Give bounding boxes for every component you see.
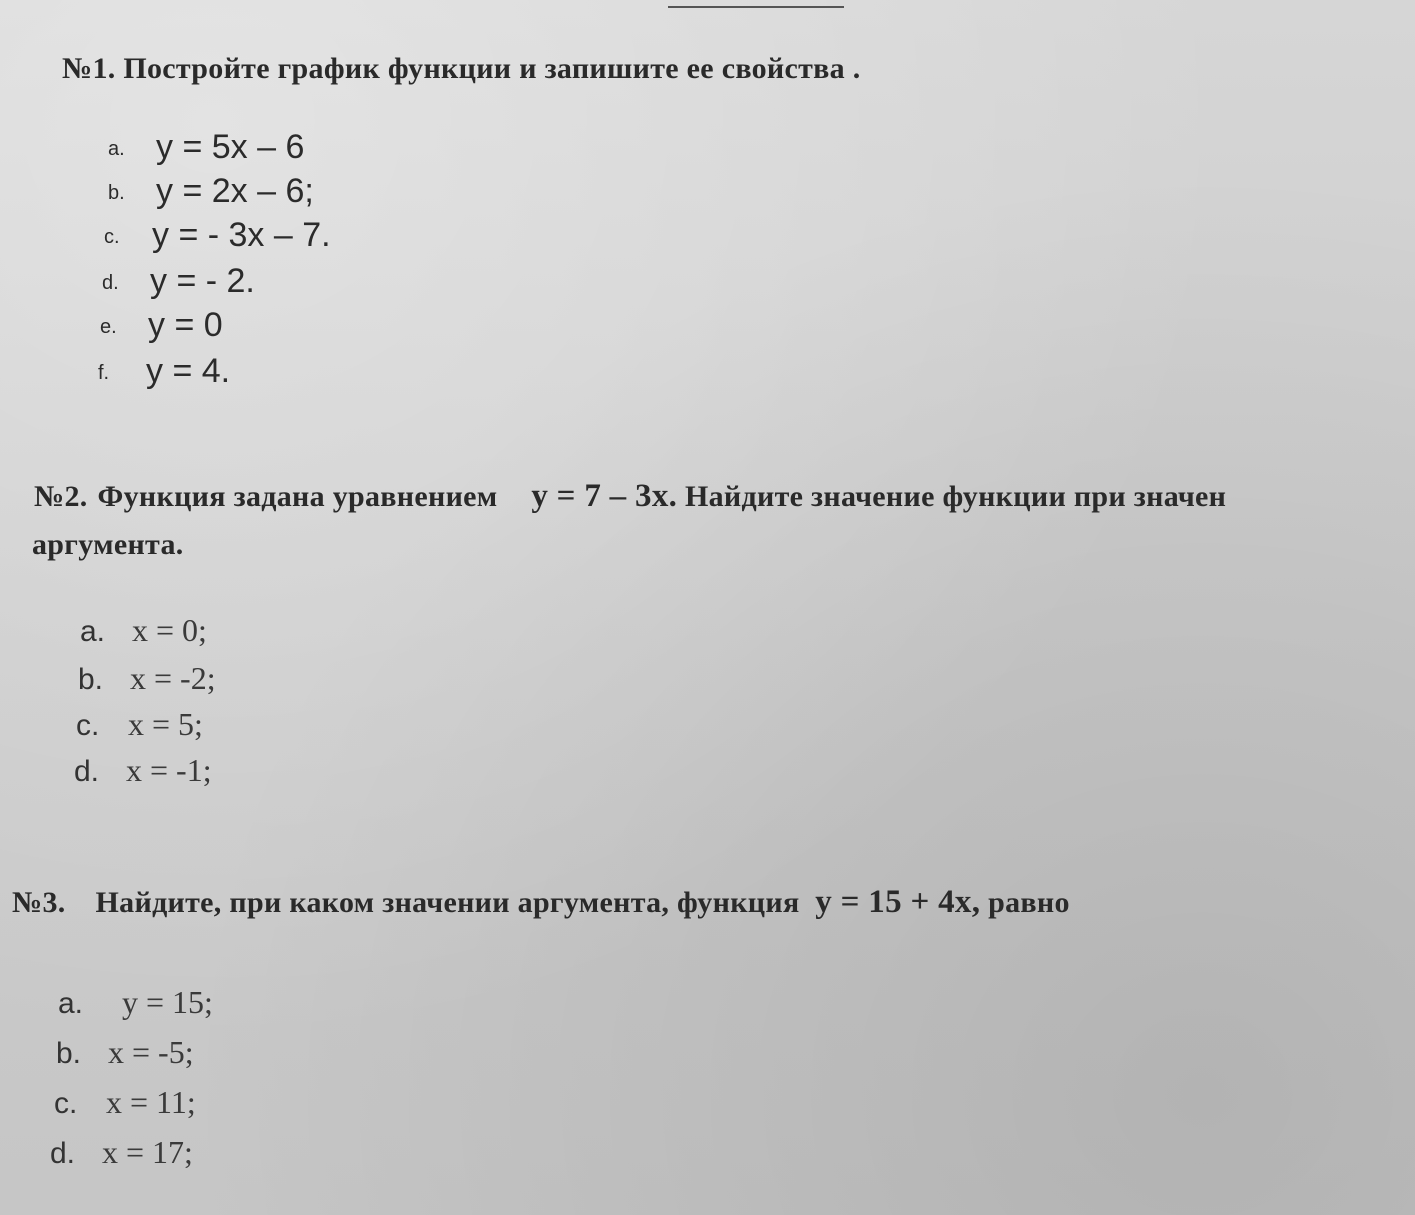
item-letter: d.	[102, 272, 119, 294]
task2-heading-after: Найдите значение функции при значен	[685, 480, 1227, 513]
item-letter: a.	[58, 987, 84, 1020]
item-letter: c.	[76, 709, 100, 742]
item-letter: f.	[98, 362, 110, 384]
item-letter: b.	[78, 663, 104, 696]
list-item	[108, 128, 304, 167]
list-item	[58, 984, 213, 1021]
task2-heading	[34, 478, 1226, 515]
item-letter: b.	[56, 1037, 82, 1070]
item-letter: d.	[74, 755, 100, 788]
item-equation: x = -1;	[126, 752, 212, 788]
list-item	[104, 216, 331, 255]
item-letter: a.	[80, 615, 106, 648]
item-equation: y = 0	[148, 306, 223, 344]
item-equation: y = 5x – 6	[156, 128, 305, 166]
task2-heading-before: Функция задана уравнением	[97, 480, 498, 513]
item-letter: c.	[104, 226, 120, 248]
task3-function: y = 15 + 4x,	[815, 884, 981, 920]
task3-heading-after: равно	[988, 886, 1070, 919]
top-rule	[668, 0, 844, 8]
item-letter: c.	[54, 1087, 78, 1120]
list-item	[100, 306, 223, 345]
list-item	[56, 1034, 194, 1071]
task3-heading-before: Найдите, при каком значении аргумента, функция	[95, 886, 800, 919]
list-item	[76, 706, 203, 743]
item-equation: x = 5;	[128, 706, 203, 742]
list-item	[74, 752, 212, 789]
item-equation: x = 11;	[106, 1084, 196, 1120]
item-letter: d.	[50, 1137, 76, 1170]
item-equation: y = - 2.	[150, 262, 255, 300]
list-item	[78, 660, 216, 697]
list-item	[50, 1134, 193, 1171]
list-item	[80, 612, 207, 649]
item-equation: y = 2x – 6;	[156, 172, 314, 210]
item-equation: x = 0;	[132, 612, 207, 648]
list-item	[102, 262, 255, 301]
list-item	[108, 172, 314, 211]
item-equation: x = 17;	[102, 1134, 193, 1170]
task2-function: y = 7 – 3x.	[531, 478, 678, 514]
item-equation: y = 4.	[146, 352, 231, 390]
item-letter: b.	[108, 182, 125, 204]
task1-heading: №1. Постройте график функции и запишите ее свойства .	[62, 52, 861, 85]
list-item	[98, 352, 230, 391]
list-item	[54, 1084, 196, 1121]
item-equation: y = - 3x – 7.	[152, 216, 331, 254]
task3-heading	[12, 884, 1070, 921]
task2-heading-line2: аргумента.	[32, 528, 184, 561]
item-equation: x = -2;	[130, 660, 216, 696]
item-letter: a.	[108, 138, 125, 160]
item-letter: e.	[100, 316, 117, 338]
item-equation: y = 15;	[122, 984, 213, 1020]
task3-number: №3.	[12, 886, 66, 919]
item-equation: x = -5;	[108, 1034, 194, 1070]
task2-number: №2.	[34, 480, 88, 513]
